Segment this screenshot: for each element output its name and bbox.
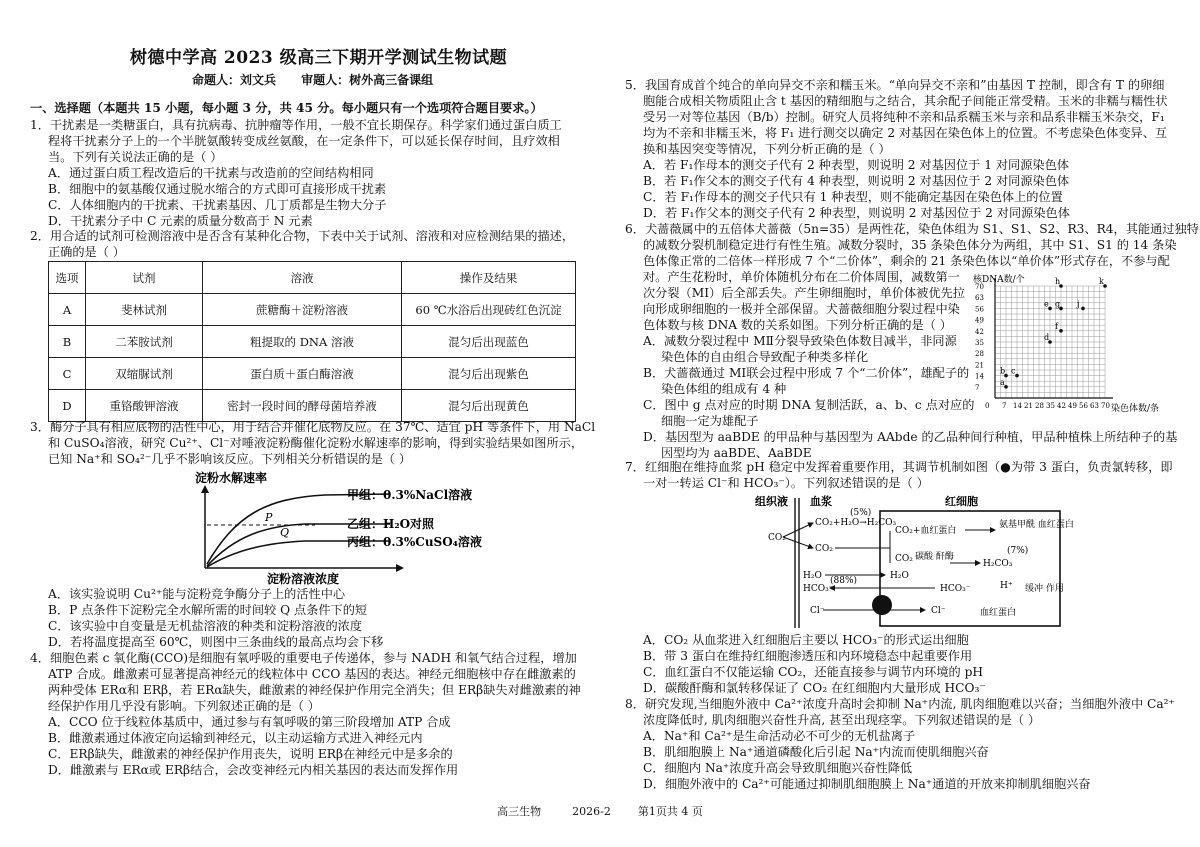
q2-stem-line: 正确的是（ ） [48, 245, 125, 259]
data-point-label-f: f [1055, 321, 1058, 331]
q4-stem-line: 4．细胞色素 c 氧化酶(CCO)是细胞有氧呼吸的重要电子传递体，参与 NADH 和氧气结合过程，增加 [30, 651, 577, 665]
q2-table [48, 261, 576, 422]
q5-stem-line: 均为不亲和非糯玉米，将 F₁ 进行测交以确定 2 对基因在染色体上的位置。不考虑染色体变异、互 [643, 126, 1168, 140]
q7-hb-label: CO₂+血红蛋白 [895, 526, 957, 536]
y-tick-label: 35 [975, 339, 984, 347]
q4-option-b: B．雌激素通过体液定向运输到神经元，以主动运输方式进入神经元内 [48, 731, 423, 745]
q7-rbc-label: 红细胞 [945, 495, 978, 508]
table-cell: 混匀后出现紫色 [402, 358, 576, 390]
q8-option-c: C．细胞内 Na⁺浓度升高会导致肌细胞兴奋性降低 [643, 761, 913, 775]
table-cell: 二苯胺试剂 [86, 326, 203, 358]
table-row [49, 326, 576, 358]
q7-carbamino-1: 氨基甲酰 血红蛋白 [999, 520, 1074, 530]
q4-stem-line: 两种受体 ERα和 ERβ，若 ERα缺失，雌激素的神经保护作用完全消失；但 ERβ缺失对雌激素的神 [48, 683, 581, 697]
q3-options [30, 586, 575, 650]
q5-stem-line: 受另一对等位基因（B/b）控制。研究人员将纯种不亲和品系糯玉米与亲和品系非糯玉米杂交，F₁ [643, 110, 1165, 124]
q6-stem-line: 的减数分裂机制稳定进行有性生殖。减数分裂时，35 条染色体分为两组，其中 S1、S1 的 14 条染 [643, 238, 1177, 252]
origin-label: 0 [985, 402, 990, 410]
y-tick-label: 14 [975, 372, 984, 381]
x-axis-label: 染色体数/条 [1111, 404, 1160, 414]
q4-stem-line: 经保护作用几乎没有影响。下列叙述正确的是（ ） [48, 699, 320, 713]
table-header-cell: 试剂 [86, 262, 203, 294]
q8-option-d: D．细胞外液中的 Ca²⁺可能通过抑制肌细胞膜上 Na⁺通道的开放来抑制肌细胞兴奋 [643, 777, 1091, 791]
data-point-label-d: d [1044, 333, 1050, 342]
footer-page: 第1页共 4 页 [637, 805, 703, 818]
q6-option-d-cont: 因型均为 aaBDE、AaBDE [661, 446, 812, 460]
y-tick-label: 70 [975, 283, 984, 291]
q3-y-arrow [201, 485, 209, 493]
q7-hco3-2: HCO₃⁻ [940, 584, 971, 594]
table-cell: B [49, 326, 86, 358]
data-point-j [1081, 307, 1085, 311]
q7-cl-1: Cl⁻ [810, 606, 825, 616]
table-header-cell: 操作及结果 [402, 262, 576, 294]
q3-x-arrow [396, 564, 404, 572]
q3-ylabel: 淀粉水解速率 [195, 471, 268, 485]
table-cell: C [49, 358, 86, 390]
data-point-label-k: k [1099, 277, 1104, 286]
table-cell: A [49, 294, 86, 326]
q7-option-b: B．带 3 蛋白在维持红细胞渗透压和内环境稳态中起重要作用 [643, 649, 973, 663]
q1-option-a: A．通过蛋白质工程改造后的干扰素与改造前的空间结构相同 [48, 166, 374, 180]
page-footer [0, 804, 1200, 820]
x-tick-label: 28 [1035, 402, 1044, 410]
y-tick-label: 28 [975, 350, 984, 359]
question-4 [30, 650, 581, 778]
q7-pct5: (5%) [850, 508, 872, 518]
q7-h2o-1: H₂O [803, 571, 822, 581]
q5-option-c: C．若 F₁作母本的测交子代只有 1 种表型，则不能确定基因在染色体上的位置 [643, 190, 1063, 204]
x-tick-label: 70 [1101, 402, 1110, 410]
q6-option-a: A．减数分裂过程中 MⅡ分裂导致染色体数目减半，非同源 [643, 334, 957, 348]
q7-cl-2: Cl⁻ [931, 606, 946, 616]
table-cell: 双缩脲试剂 [86, 358, 203, 390]
q7-reaction1: CO₂+H₂O→H₂CO₃ [815, 518, 897, 528]
q6-option-c-cont: 细胞一定为雄配子 [661, 414, 759, 428]
q1-stem-line: 当。下列有关说法正确的是（ ） [48, 150, 223, 164]
table-cell: 粗提取的 DNA 溶液 [203, 326, 402, 358]
data-point-label-c: c [1011, 366, 1016, 376]
footer-subject: 高三生物 [497, 805, 542, 818]
table-cell: 密封一段时间的酵母菌培养液 [203, 390, 402, 422]
data-point-label-h: h [1055, 277, 1061, 286]
data-point-e [1048, 307, 1052, 311]
y-tick-label: 49 [975, 316, 984, 325]
q3-option-b: B．P 点条件下淀粉完全水解所需的时间较 Q 点条件下的短 [48, 603, 368, 617]
question-8 [625, 696, 1175, 792]
q6-stem-line: 6．犬蔷薇属中的五倍体犬蔷薇（5n=35）是两性花，染色体组为 S1、S1、S2、R3、R4，其能通过独特 [625, 222, 1199, 236]
q8-stem-line: 8．研究发现,当细胞外液中 Ca²⁺浓度升高时会抑制 Na⁺内流, 肌肉细胞难以兴奋；当细胞外液中 Ca²⁺ [625, 697, 1175, 711]
table-header-cell: 溶液 [203, 262, 402, 294]
table-header-row [49, 262, 576, 294]
q7-options [625, 632, 1170, 696]
question-3 [30, 419, 596, 467]
q8-option-a: A．Na⁺和 Ca²⁺是生命活动必不可少的无机盐离子 [643, 729, 916, 743]
q7-co2: CO₂ [768, 533, 786, 543]
q8-option-b: B．肌细胞膜上 Na⁺通道磷酸化后引起 Na⁺内流而使肌细胞兴奋 [643, 745, 989, 759]
y-tick-label: 21 [975, 361, 984, 370]
q6-option-b-cont: 染色体组的组成有 4 种 [661, 382, 787, 396]
q7-h-ion: H⁺ [1000, 581, 1013, 591]
q7-option-d: D．碳酸酐酶和氯转移保证了 CO₂ 在红细胞内大量形成 HCO₃⁻ [643, 681, 986, 695]
table-header-cell: 选项 [49, 262, 86, 294]
q5-stem-line: 胞能合成相关物质阻止含 t 基因的精细胞与之结合，其余配子间能正常受精。玉米的非糯与糯性状 [643, 94, 1168, 108]
q5-stem-line: 换和基因突变等情况，下列分析正确的是（ ） [643, 142, 891, 156]
q5-option-a: A．若 F₁作母本的测交子代有 2 种表型，则说明 2 对基因位于 1 对同源染色体 [643, 158, 1069, 172]
data-point-label-e: e [1044, 299, 1049, 309]
question-2 [30, 228, 575, 260]
table-cell: 蛋白质＋蛋白酶溶液 [203, 358, 402, 390]
q7-co2-2: CO₂ [815, 544, 833, 554]
q6-stem-line: 色体数与核 DNA 数的关系如图。下列分析正确的是（ ） [643, 318, 952, 332]
x-tick-label: 42 [1057, 402, 1066, 410]
table-row [49, 358, 576, 390]
q1-stem-line: 1．干扰素是一类糖蛋白，具有抗病毒、抗肿瘤等作用，一般不宜长期保存。科学家们通过蛋白质工 [30, 118, 562, 132]
table-cell: 蔗糖酶＋淀粉溶液 [203, 294, 402, 326]
q7-stem-line: 一对一转运 Cl⁻和 HCO₃⁻）。下列叙述错误的是（ ） [643, 476, 929, 490]
q4-option-a: A．CCO 位于线粒体基质中，通过参与有氧呼吸的第三阶段增加 ATP 合成 [48, 715, 451, 729]
y-tick-label: 42 [975, 327, 984, 336]
q1-option-b: B．细胞中的氨基酸仅通过脱水缩合的方式即可直接形成干扰素 [48, 182, 387, 196]
q7-band3-protein [872, 595, 892, 615]
question-7 [625, 459, 1173, 491]
table-cell: 混匀后出现黄色 [402, 390, 576, 422]
q7-h2co3: H₂CO₃ [983, 559, 1013, 569]
q1-stem-line: 程将干扰素分子上的一个半胱氨酸转变成丝氨酸，在一定条件下，可以延长保存时间，且疗效相 [48, 134, 560, 148]
q4-option-d: D．雌激素与 ERα或 ERβ结合，会改变神经元内相关基因的表达而发挥作用 [48, 763, 459, 777]
table-row [49, 294, 576, 326]
q2-stem-line: 2．用合适的试剂可检测溶液中是否含有某种化合物，下表中关于试剂、溶液和对应检测结果的描述， [30, 229, 575, 243]
y-axis-label: 核DNA数/个 [973, 275, 1025, 285]
table-cell: 重铬酸钾溶液 [86, 390, 203, 422]
table-cell: 斐林试剂 [86, 294, 203, 326]
q5-stem-line: 5．我国育成首个纯合的单向异交不亲和糯玉米。“单向异交不亲和”由基因 T 控制，即含有 T 的卵细 [625, 78, 1165, 92]
q6-option-d: D．基因型为 aaBDE 的甲品种与基因型为 AAbde 的乙品种间行种植，甲品种植株上所结种子的基 [643, 430, 1178, 444]
q7-buffer: 缓冲 作用 [1025, 584, 1064, 594]
q3-stem-line: 3．酶分子具有相应底物的活性中心，用于结合并催化底物反应。在 37℃、适宜 pH 等条件下，用 NaCl [30, 420, 596, 434]
q6-stem-line: 对。产生花粉时，单价体随机分布在二价体周围，减数第一 [643, 270, 960, 284]
data-point-label-b: b [1000, 366, 1006, 376]
data-point-label-a: a [1000, 377, 1005, 387]
x-tick-label: 56 [1079, 402, 1088, 410]
q6-option-a-cont: 染色体的自由组合导致配子种类多样化 [661, 350, 869, 364]
q7-tissue-label: 组织液 [755, 495, 788, 508]
question-1 [30, 117, 575, 229]
q3-series-label: 甲组：0.3%NaCl溶液 [347, 488, 473, 502]
q7-hco3-1: HCO₃⁻ [803, 584, 834, 594]
q5-option-d: D．若 F₁作父本的测交子代有 2 种表型，则说明 2 对基因位于 2 对同源染色体 [643, 206, 1070, 220]
q1-option-d: D．干扰素分子中 C 元素的质量分数高于 N 元素 [48, 214, 313, 228]
q7-pct88: (88%) [830, 576, 858, 586]
q1-option-c: C．人体细胞内的干扰素、干扰素基因、几丁质都是生物大分子 [48, 198, 387, 212]
q6-option-c: C．图中 g 点对应的时期 DNA 复制活跃，a、b、c 点对应的 [643, 398, 975, 412]
q3-series-label: 乙组：H₂O对照 [347, 517, 435, 531]
data-point-label-j: j [1077, 299, 1080, 309]
q6-option-b: B．犬蔷薇通过 MⅠ联会过程中形成 7 个“二价体”，雄配子的 [643, 366, 970, 380]
q3-option-c: C．该实验中自变量是无机盐溶液的种类和淀粉溶液的浓度 [48, 619, 363, 633]
exam-title: 树德中学高 2023 级高三下期开学测试生物试题 [130, 48, 508, 68]
q6-stem-line: 次分裂（MI）后全部丢失。产生卵细胞时，单价体被优先拉 [643, 286, 965, 300]
q3-rate-graph [155, 468, 482, 588]
q7-stem-line: 7．红细胞在维持血浆 pH 稳定中发挥着重要作用，其调节机制如图（●为带 3 蛋白，负责氯转移，即 [625, 460, 1173, 474]
table-row [49, 390, 576, 422]
q3-point-p: P [265, 511, 273, 524]
q7-option-a: A．CO₂ 从血浆进入红细胞后主要以 HCO₃⁻的形式运出细胞 [643, 633, 969, 647]
q3-option-a: A．该实验说明 Cu²⁺能与淀粉竞争酶分子上的活性中心 [48, 587, 346, 601]
y-tick-label: 7 [975, 383, 980, 392]
x-tick-label: 35 [1046, 402, 1055, 410]
q3-stem-line: 已知 Na⁺和 SO₄²⁻几乎不影响该反应。下列相关分析错误的是（ ） [48, 452, 412, 466]
q6-dna-chart [973, 272, 1173, 417]
table-cell: 混匀后出现蓝色 [402, 326, 576, 358]
q7-option-c: C．血红蛋白不仅能运输 CO₂，还能直接参与调节内环境的 pH [643, 665, 984, 679]
table-cell: D [49, 390, 86, 422]
x-tick-label: 7 [1002, 402, 1007, 410]
q7-rbc-diagram [735, 493, 1074, 628]
footer-date: 2026-2 [572, 805, 611, 818]
q7-arrow [783, 523, 813, 537]
q3-series-label: 丙组：0.3%CuSO₄溶液 [347, 535, 482, 549]
q4-option-c: C．ERβ缺失，雌激素的神经保护作用丧失，说明 ERβ在神经元中是多余的 [48, 747, 453, 761]
q3-point-q: Q [280, 526, 290, 539]
q7-plasma-label: 血浆 [810, 495, 832, 508]
q7-h2o-2: H₂O [890, 571, 909, 581]
exam-authors: 命题人：刘文兵 审题人：树外高三备课组 [192, 73, 434, 87]
x-tick-label: 49 [1068, 402, 1077, 410]
data-point-c [1015, 374, 1019, 378]
q3-option-d: D．若将温度提高至 60℃，则图中三条曲线的最高点均会下移 [48, 635, 384, 649]
q7-hb2: 血红蛋白 [980, 608, 1017, 618]
x-tick-label: 21 [1024, 402, 1033, 410]
q8-stem-line: 浓度降低时, 肌肉细胞兴奋性升高, 甚至出现痉挛。下列叙述错误的是（ ） [643, 713, 1041, 727]
table-cell: 60 ℃水浴后出现砖红色沉淀 [402, 294, 576, 326]
q3-stem-line: 和 CuSO₄溶液，研究 Cu²⁺、Cl⁻对唾液淀粉酶催化淀粉水解速率的影响，得到实验结果如图所示， [48, 436, 584, 450]
data-point-f [1059, 329, 1063, 333]
x-tick-label: 63 [1090, 402, 1099, 410]
question-5 [625, 77, 1170, 221]
data-point-label-g: g [1055, 299, 1061, 309]
q6-stem-line: 色体像正常的二倍体一样形成 7 个“二价体”，剩余的 21 条染色体以“单价体”形式存在，不参与配 [643, 254, 1170, 268]
y-tick-label: 56 [975, 305, 984, 314]
q6-stem-line: 向形成卵细胞的一极并全部保留。犬蔷薇细胞分裂过程中染 [643, 302, 960, 316]
q7-co2-3: CO₂ [895, 554, 913, 564]
q5-option-b: B．若 F₁作父本的测交子代有 4 种表型，则说明 2 对基因位于 2 对同源染色体 [643, 174, 1070, 188]
y-tick-label: 63 [975, 294, 984, 303]
q7-arrow [783, 537, 813, 548]
q3-xlabel: 淀粉溶液浓度 [267, 572, 340, 586]
q4-stem-line: ATP 合成。雌激素可显著提高神经元的线粒体中 CCO 基因的表达。神经元细胞核中存在雌激素的 [48, 667, 576, 681]
section-heading: 一、选择题（本题共 15 小题，每小题 3 分，共 45 分。每小题只有一个选项符合题目要求。） [30, 101, 543, 115]
x-tick-label: 14 [1013, 402, 1022, 410]
q7-pct7: (7%) [1007, 546, 1029, 556]
q7-carbonic-anhydrase: 碳酸 酐酶 [915, 552, 954, 562]
